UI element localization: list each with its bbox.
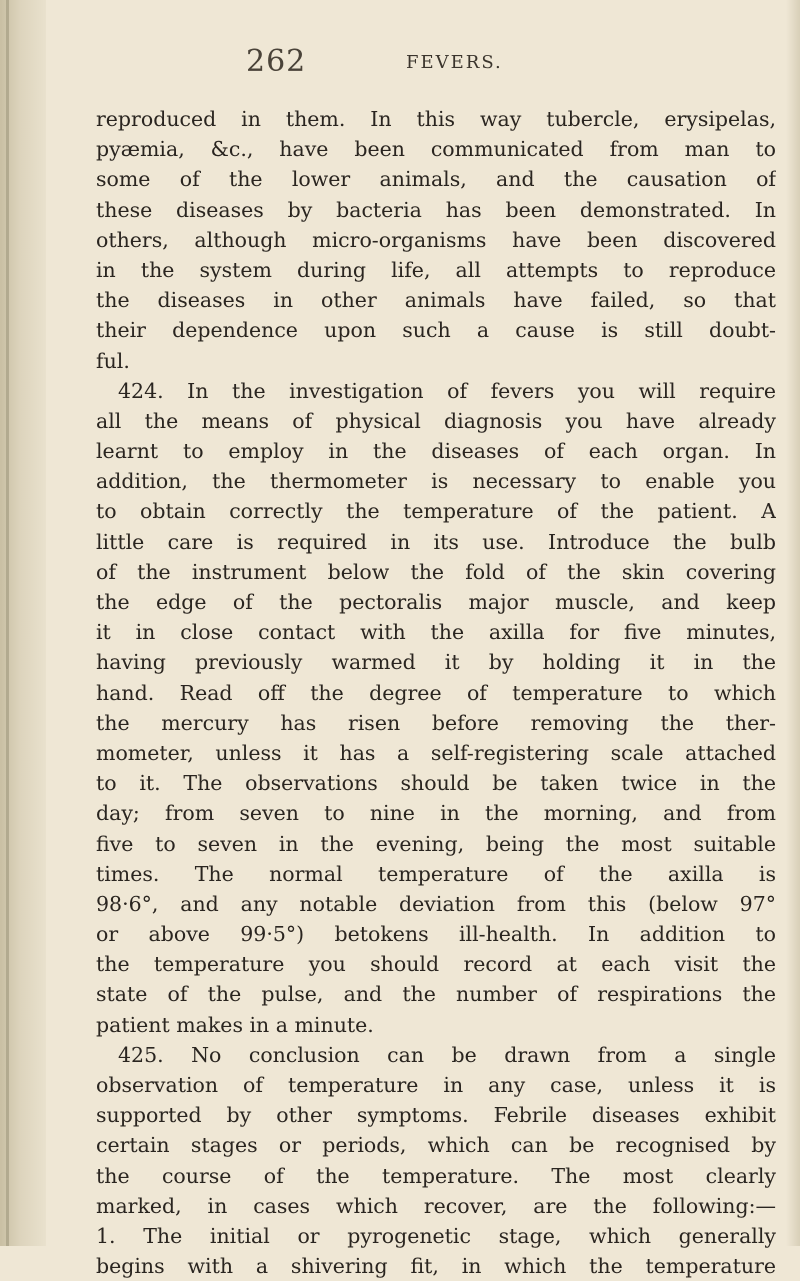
- text-line: others, although micro-organisms have been discovered: [96, 227, 776, 252]
- text-line: little care is required in its use. Introduce the bulb: [96, 529, 776, 554]
- page-edge-shadow: [786, 0, 800, 1246]
- text-line: hand. Read off the degree of temperature to which: [96, 680, 776, 705]
- text-line: day; from seven to nine in the morning, and from: [96, 801, 776, 826]
- text-line: observation of temperature in any case, unless it is: [96, 1073, 776, 1097]
- text-line: or above 99·5°) betokens ill-health. In addition to: [96, 922, 776, 947]
- page-number: 262: [246, 44, 307, 79]
- paragraph-start-425: 425. No conclusion can be drawn from a single: [118, 1042, 776, 1067]
- text-line: their dependence upon such a cause is still doubt-: [96, 318, 776, 343]
- text-line: to obtain correctly the temperature of the patient. A: [96, 499, 776, 524]
- paragraph-start-424: 424. In the investigation of fevers you will require: [118, 378, 776, 403]
- running-title: FEVERS.: [406, 52, 503, 73]
- text-line: times. The normal temperature of the axilla is: [96, 861, 776, 886]
- text-line: to it. The observations should be taken twice in the: [96, 771, 776, 796]
- body-text: [96, 104, 776, 1281]
- text-line: certain stages or periods, which can be recognised by: [96, 1133, 776, 1158]
- text-line: learnt to employ in the diseases of each organ. In: [96, 439, 776, 464]
- text-line: these diseases by bacteria has been demonstrated. In: [96, 197, 776, 222]
- book-page: [96, 40, 776, 1279]
- text-line: the mercury has risen before removing the ther-: [96, 710, 776, 735]
- text-line: in the system during life, all attempts to reproduce: [96, 257, 776, 282]
- text-line: of the instrument below the fold of the skin covering: [96, 559, 776, 584]
- text-line: the edge of the pectoralis major muscle, and keep: [96, 590, 776, 614]
- text-line: it in close contact with the axilla for five minutes,: [96, 620, 776, 645]
- text-line: ful.: [96, 348, 130, 373]
- text-line: five to seven in the evening, being the most suitable: [96, 831, 776, 856]
- text-line: 98·6°, and any notable deviation from this (below 97°: [96, 891, 776, 916]
- text-line: some of the lower animals, and the causation of: [96, 167, 776, 192]
- text-line: having previously warmed it by holding it in the: [96, 650, 776, 675]
- text-line: mometer, unless it has a self-registering scale attached: [96, 740, 776, 765]
- text-line: patient makes in a minute.: [96, 1012, 374, 1037]
- text-line: addition, the thermometer is necessary to enable you: [96, 469, 776, 494]
- binding-edge: [6, 0, 9, 1246]
- text-line: marked, in cases which recover, are the following:—: [96, 1193, 776, 1218]
- text-line: the diseases in other animals have failed, so that: [96, 288, 776, 313]
- text-line: begins with a shivering fit, in which the temperature: [96, 1254, 776, 1279]
- text-line: reproduced in them. In this way tubercle, erysipelas,: [96, 107, 776, 131]
- text-line: supported by other symptoms. Febrile diseases exhibit: [96, 1103, 776, 1128]
- text-line: 1. The initial or pyrogenetic stage, which generally: [96, 1223, 776, 1248]
- text-line: all the means of physical diagnosis you have already: [96, 408, 776, 433]
- running-head: [96, 40, 776, 96]
- text-line: the course of the temperature. The most clearly: [96, 1163, 776, 1188]
- text-line: state of the pulse, and the number of respirations the: [96, 982, 776, 1007]
- text-line: pyæmia, &c., have been communicated from man to: [96, 137, 776, 162]
- text-line: the temperature you should record at each visit the: [96, 952, 776, 977]
